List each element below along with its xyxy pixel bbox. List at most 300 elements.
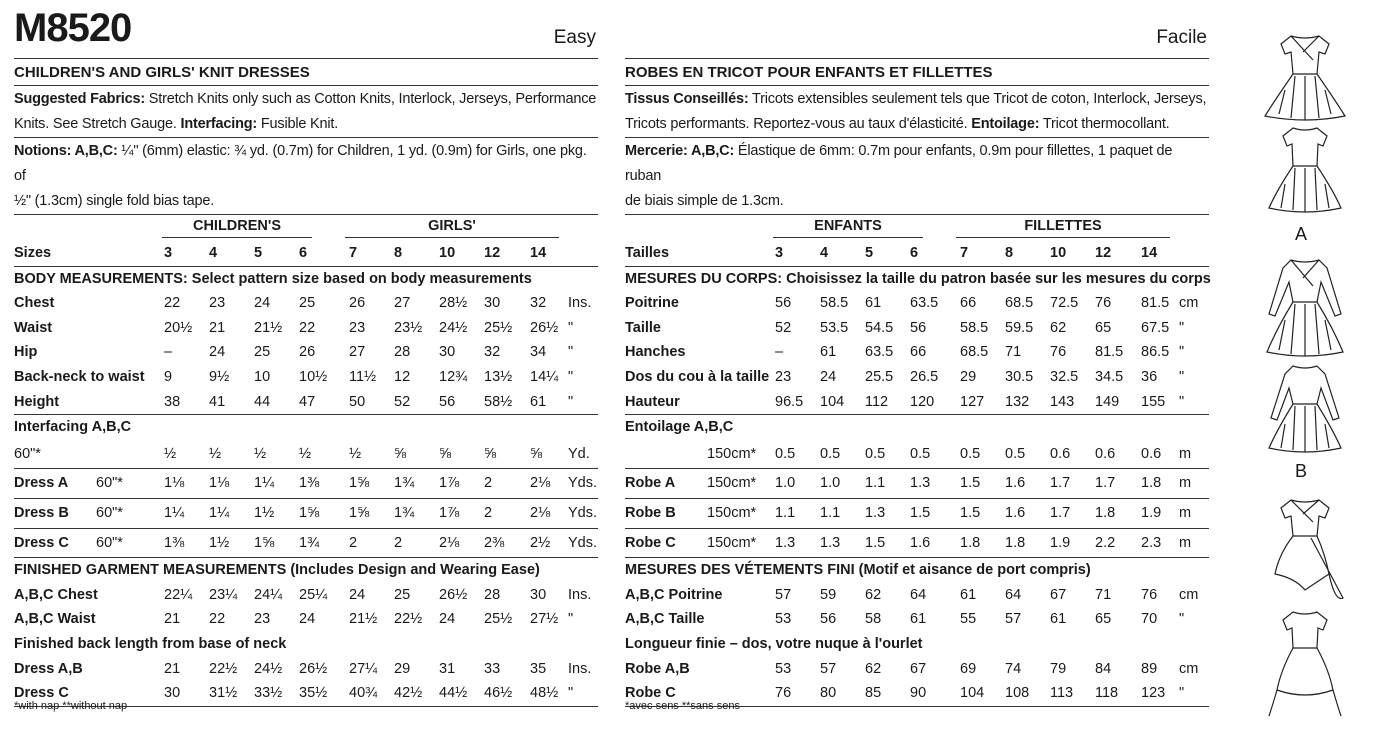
finished-row (625, 583, 1209, 608)
measurement-row (14, 365, 598, 390)
french-column (625, 0, 1209, 707)
unit-cell: Ins. (568, 660, 592, 677)
value-cell: 30 (164, 685, 181, 702)
value-cell: 0.5 (960, 445, 981, 462)
value-cell: 38 (164, 393, 181, 410)
value-cell: 1.8 (1141, 475, 1162, 492)
unit-cell: cm (1179, 586, 1199, 603)
value-cell: ½ (209, 445, 222, 462)
value-cell: 24½ (254, 660, 283, 677)
notions-text: Élastique de 6mm: 0.7m pour enfants, 0.9m pour fillettes, 1 paquet de ruban (625, 143, 1173, 184)
notions-text: ¼" (6mm) elastic: ¾ yd. (0.7m) for Children, 1 yd. (0.9m) for Girls, one pkg. of (14, 143, 587, 184)
value-cell: 24 (439, 611, 456, 628)
value-cell: 61 (820, 344, 837, 361)
value-cell: 22¼ (164, 586, 193, 603)
value-cell: 35 (530, 660, 547, 677)
value-cell: 24 (209, 344, 226, 361)
value-cell: 31½ (209, 685, 238, 702)
value-cell: 0.5 (775, 445, 796, 462)
row-label: Robe B (625, 504, 676, 521)
size-cell: 6 (299, 245, 308, 261)
row-label: Dress C (14, 534, 69, 551)
value-cell: 23¼ (209, 586, 238, 603)
value-cell: 25½ (484, 611, 513, 628)
value-cell: 25½ (484, 319, 513, 336)
value-cell: 9 (164, 368, 173, 385)
yardage-row (625, 529, 1209, 559)
value-cell: 28½ (439, 295, 468, 312)
size-cell: 6 (910, 245, 919, 261)
row-label: Hauteur (625, 393, 680, 410)
dress-c-back-drawing (1255, 606, 1355, 724)
value-cell: 26 (299, 344, 316, 361)
unit-cell: Yds. (568, 475, 598, 492)
value-cell: 33½ (254, 685, 283, 702)
header (625, 0, 1209, 59)
interfacing-text: Fusible Knit. (257, 116, 339, 132)
value-cell: 26½ (439, 586, 468, 603)
value-cell: 104 (820, 393, 845, 410)
interfacing-label: Entoilage: (971, 116, 1040, 132)
row-label: Back-neck to waist (14, 368, 145, 385)
row-label: A,B,C Waist (14, 611, 96, 628)
value-cell: 22 (164, 295, 181, 312)
value-cell: 30 (439, 344, 456, 361)
value-cell: 1⅞ (439, 504, 460, 521)
row-label: Robe A (625, 475, 676, 492)
value-cell: 90 (910, 685, 927, 702)
unit-cell: " (568, 344, 574, 361)
row-label: Dos du cou à la taille (625, 368, 770, 385)
value-cell: 28 (394, 344, 411, 361)
size-cell: 3 (775, 245, 784, 261)
row-label: Taille (625, 319, 661, 336)
notions-paragraph (625, 138, 1209, 215)
unit-cell: Ins. (568, 295, 592, 312)
value-cell: 9½ (209, 368, 230, 385)
value-cell: 55 (960, 611, 977, 628)
pattern-title: ROBES EN TRICOT POUR ENFANTS ET FILLETTES (625, 61, 1209, 86)
value-cell: 61 (865, 295, 882, 312)
value-cell: 149 (1095, 393, 1120, 410)
value-cell: 25.5 (865, 368, 894, 385)
unit-cell: " (1179, 611, 1185, 628)
size-cell: 3 (164, 245, 173, 261)
value-cell: 64 (1005, 586, 1022, 603)
value-cell: 1⅞ (439, 475, 460, 492)
dress-a-front-drawing (1255, 30, 1355, 122)
size-cell: 10 (439, 245, 456, 261)
value-cell: 72.5 (1050, 295, 1079, 312)
row-label: A,B,C Chest (14, 586, 98, 603)
value-cell: 21 (164, 611, 181, 628)
value-cell: 118 (1095, 685, 1119, 702)
value-cell: 32 (530, 295, 547, 312)
interfacing-heading: Interfacing A,B,C (14, 419, 132, 436)
value-cell: 67.5 (1141, 319, 1170, 336)
value-cell: 42½ (394, 685, 423, 702)
value-cell: 1½ (209, 534, 230, 551)
size-group-header (625, 215, 1209, 241)
measurement-row (625, 365, 1209, 390)
row-label: Hanches (625, 344, 686, 361)
value-cell: 2 (349, 534, 358, 551)
length-row (14, 657, 598, 682)
value-cell: 1.7 (1050, 504, 1071, 521)
size-group-children: ENFANTS (773, 215, 923, 238)
unit-cell: m (1179, 534, 1192, 551)
unit-cell: m (1179, 475, 1192, 492)
unit-cell: cm (1179, 295, 1199, 312)
value-cell: 62 (1050, 319, 1067, 336)
unit-cell: " (568, 319, 574, 336)
value-cell: 26½ (299, 660, 328, 677)
value-cell: 10 (254, 368, 271, 385)
value-cell: 46½ (484, 685, 513, 702)
measurement-row (625, 390, 1209, 416)
size-cell: 14 (530, 245, 547, 261)
size-chart (625, 215, 1209, 707)
value-cell: 2 (484, 475, 493, 492)
fabrics-text-2: Tricots performants. Reportez-vous au taux d'élasticité. (625, 116, 972, 132)
fabric-width: 150cm* (707, 534, 757, 551)
value-cell: 25 (394, 586, 411, 603)
unit-cell: " (1179, 319, 1185, 336)
size-cell: 10 (1050, 245, 1067, 261)
value-cell: 96.5 (775, 393, 804, 410)
value-cell: 0.5 (820, 445, 841, 462)
value-cell: 27½ (530, 611, 559, 628)
measurement-row (14, 316, 598, 341)
value-cell: 65 (1095, 319, 1112, 336)
length-row (625, 657, 1209, 682)
value-cell: 1.5 (865, 534, 886, 551)
value-cell: 65 (1095, 611, 1112, 628)
unit-cell: Yds. (568, 534, 598, 551)
unit-cell: " (1179, 368, 1185, 385)
value-cell: 48½ (530, 685, 559, 702)
dress-a-back-drawing (1255, 122, 1355, 214)
value-cell: 27 (394, 295, 411, 312)
value-cell: 127 (960, 393, 985, 410)
value-cell: 25 (299, 295, 316, 312)
value-cell: 41 (209, 393, 226, 410)
footnote: *avec sens **sans sens (625, 700, 740, 712)
row-label: A,B,C Poitrine (625, 586, 723, 603)
value-cell: 50 (349, 393, 366, 410)
value-cell: 28 (484, 586, 501, 603)
value-cell: 14¼ (530, 368, 559, 385)
value-cell: 1¾ (394, 475, 415, 492)
unit-cell: " (568, 368, 574, 385)
size-group-children: CHILDREN'S (162, 215, 312, 238)
value-cell: 30 (530, 586, 547, 603)
value-cell: ⅝ (394, 445, 407, 462)
value-cell: 44½ (439, 685, 468, 702)
row-label: Dress A (14, 475, 69, 492)
value-cell: 22 (299, 319, 316, 336)
value-cell: 21 (164, 660, 181, 677)
row-label: Dress C (14, 685, 69, 702)
yardage-row (625, 440, 1209, 470)
finished-measurements-heading: FINISHED GARMENT MEASUREMENTS (Includes Design and Wearing Ease) (14, 562, 540, 579)
unit-cell: Ins. (568, 586, 592, 603)
value-cell: 24 (299, 611, 316, 628)
value-cell: 22 (209, 611, 226, 628)
value-cell: 56 (439, 393, 456, 410)
value-cell: 23 (209, 295, 226, 312)
fabric-width: 60"* (96, 534, 123, 551)
measurement-row (14, 291, 598, 316)
value-cell: 13½ (484, 368, 513, 385)
value-cell: 1.5 (960, 475, 981, 492)
value-cell: 112 (865, 393, 889, 410)
finished-row (14, 583, 598, 608)
value-cell: 22½ (209, 660, 238, 677)
header (14, 0, 598, 59)
value-cell: 76 (775, 685, 792, 702)
value-cell: 2 (394, 534, 403, 551)
value-cell: 1.1 (820, 504, 841, 521)
sizes-row (625, 241, 1209, 267)
dress-b-back-drawing (1255, 360, 1355, 456)
value-cell: 1.8 (1005, 534, 1026, 551)
value-cell: 71 (1095, 586, 1112, 603)
value-cell: 44 (254, 393, 271, 410)
value-cell: 21 (209, 319, 226, 336)
size-chart (14, 215, 598, 707)
value-cell: 56 (820, 611, 837, 628)
value-cell: 1⅝ (349, 504, 370, 521)
value-cell: 40¾ (349, 685, 378, 702)
value-cell: 2½ (530, 534, 551, 551)
value-cell: 1.8 (1095, 504, 1116, 521)
value-cell: 2⅜ (484, 534, 505, 551)
measurement-row (14, 340, 598, 365)
dress-b-front-drawing (1255, 254, 1355, 360)
value-cell: 1.8 (960, 534, 981, 551)
value-cell: 31 (439, 660, 456, 677)
value-cell: 10½ (299, 368, 328, 385)
value-cell: 71 (1005, 344, 1022, 361)
value-cell: 2 (484, 504, 493, 521)
value-cell: 2⅛ (530, 504, 551, 521)
value-cell: 1½ (254, 504, 275, 521)
notions-text-2: de biais simple de 1.3cm. (625, 193, 784, 209)
size-cell: 4 (820, 245, 829, 261)
value-cell: 1⅝ (299, 504, 320, 521)
fabrics-text: Tricots extensibles seulement tels que Tricot de coton, Interlock, Jerseys, (748, 91, 1207, 107)
value-cell: 1.6 (1005, 475, 1026, 492)
row-label: Height (14, 393, 60, 410)
value-cell: 25¼ (299, 586, 328, 603)
value-cell: – (775, 344, 784, 361)
row-label: 60"* (14, 445, 41, 462)
value-cell: 80 (820, 685, 837, 702)
value-cell: 27 (349, 344, 366, 361)
value-cell: 61 (1050, 611, 1067, 628)
body-measurements-heading: BODY MEASUREMENTS: Select pattern size based on body measurements (14, 270, 532, 287)
value-cell: 1⅝ (349, 475, 370, 492)
value-cell: 123 (1141, 685, 1166, 702)
value-cell: 24 (254, 295, 271, 312)
value-cell: 34 (530, 344, 547, 361)
value-cell: 23 (349, 319, 366, 336)
value-cell: 58 (865, 611, 882, 628)
fabric-width: 60"* (96, 504, 123, 521)
value-cell: 1.6 (910, 534, 931, 551)
value-cell: 1.3 (820, 534, 841, 551)
value-cell: 54.5 (865, 319, 894, 336)
value-cell: ⅝ (484, 445, 497, 462)
sizes-label: Sizes (14, 245, 52, 261)
row-label: Dress B (14, 504, 69, 521)
difficulty-level: Facile (1156, 27, 1207, 48)
value-cell: 2⅛ (530, 475, 551, 492)
value-cell: 79 (1050, 660, 1067, 677)
value-cell: 84 (1095, 660, 1112, 677)
value-cell: 1¾ (299, 534, 320, 551)
value-cell: 1.0 (775, 475, 796, 492)
value-cell: 32 (484, 344, 501, 361)
yardage-row (14, 440, 598, 470)
value-cell: – (164, 344, 173, 361)
value-cell: 113 (1050, 685, 1074, 702)
value-cell: 47 (299, 393, 316, 410)
fabrics-label: Tissus Conseillés: (625, 91, 749, 107)
value-cell: 30 (484, 295, 501, 312)
value-cell: 33 (484, 660, 501, 677)
row-label: Robe C (625, 534, 676, 551)
size-cell: 12 (1095, 245, 1112, 261)
finished-measurements-heading: MESURES DES VÉTEMENTS FINI (Motif et aisance de port compris) (625, 562, 1091, 579)
value-cell: 1.7 (1050, 475, 1071, 492)
row-label: Robe C (625, 685, 676, 702)
yardage-row (625, 499, 1209, 529)
english-column (14, 0, 598, 707)
fabrics-text-2: Knits. See Stretch Gauge. (14, 116, 181, 132)
sizes-label: Tailles (625, 245, 670, 261)
yardage-row (14, 469, 598, 499)
interfacing-heading: Entoilage A,B,C (625, 419, 734, 436)
value-cell: 27¼ (349, 660, 378, 677)
unit-cell: Yd. (568, 445, 590, 462)
size-cell: 14 (1141, 245, 1158, 261)
notions-label: Mercerie: A,B,C: (625, 143, 735, 159)
yardage-row (625, 469, 1209, 499)
value-cell: 24¼ (254, 586, 283, 603)
value-cell: 0.5 (865, 445, 886, 462)
value-cell: 2.2 (1095, 534, 1116, 551)
size-group-girls: FILLETTES (956, 215, 1170, 238)
view-drawings (1255, 30, 1355, 724)
value-cell: 1.1 (865, 475, 886, 492)
value-cell: 26.5 (910, 368, 939, 385)
value-cell: 61 (910, 611, 927, 628)
dress-c-front-drawing (1255, 494, 1355, 606)
back-length-heading: Finished back length from base of neck (14, 635, 287, 652)
pattern-number: M8520 (14, 6, 132, 50)
value-cell: 69 (960, 660, 977, 677)
value-cell: 67 (1050, 586, 1067, 603)
unit-cell: Yds. (568, 504, 598, 521)
value-cell: 59.5 (1005, 319, 1034, 336)
value-cell: 132 (1005, 393, 1030, 410)
value-cell: 52 (775, 319, 792, 336)
value-cell: 1.6 (1005, 504, 1026, 521)
value-cell: 1¾ (394, 504, 415, 521)
value-cell: 1.7 (1095, 475, 1116, 492)
unit-cell: m (1179, 504, 1192, 521)
value-cell: 23 (254, 611, 271, 628)
fabric-width: 150cm* (707, 445, 757, 462)
value-cell: 120 (910, 393, 935, 410)
value-cell: 21½ (254, 319, 283, 336)
value-cell: 63.5 (865, 344, 894, 361)
fabric-width: 150cm* (707, 475, 757, 492)
value-cell: ⅝ (439, 445, 452, 462)
value-cell: 63.5 (910, 295, 939, 312)
value-cell: 1.3 (865, 504, 886, 521)
value-cell: 26 (349, 295, 366, 312)
size-cell: 4 (209, 245, 218, 261)
value-cell: 0.6 (1141, 445, 1162, 462)
size-cell: 5 (254, 245, 263, 261)
value-cell: 62 (865, 660, 882, 677)
size-cell: 5 (865, 245, 874, 261)
value-cell: 1⅛ (209, 475, 230, 492)
row-label: Robe A,B (625, 660, 690, 677)
unit-cell: " (1179, 393, 1185, 410)
fabrics-label: Suggested Fabrics: (14, 91, 145, 107)
fabric-width: 60"* (96, 475, 123, 492)
fabric-width: 150cm* (707, 504, 757, 521)
value-cell: 62 (865, 586, 882, 603)
interfacing-label: Interfacing: (180, 116, 258, 132)
value-cell: 1.9 (1050, 534, 1071, 551)
yardage-row (14, 529, 598, 559)
unit-cell: " (568, 685, 574, 702)
value-cell: 76 (1050, 344, 1067, 361)
value-cell: 58.5 (820, 295, 849, 312)
value-cell: 1.5 (960, 504, 981, 521)
value-cell: 74 (1005, 660, 1022, 677)
row-label: Poitrine (625, 295, 679, 312)
value-cell: 29 (960, 368, 977, 385)
value-cell: ½ (164, 445, 177, 462)
value-cell: 81.5 (1095, 344, 1124, 361)
value-cell: 1¼ (254, 475, 275, 492)
notions-label: Notions: A,B,C: (14, 143, 118, 159)
sizes-row (14, 241, 598, 267)
value-cell: 1.0 (820, 475, 841, 492)
value-cell: 57 (775, 586, 792, 603)
value-cell: 1⅜ (299, 475, 320, 492)
value-cell: 2.3 (1141, 534, 1162, 551)
value-cell: 56 (775, 295, 792, 312)
size-group-header (14, 215, 598, 241)
value-cell: 30.5 (1005, 368, 1034, 385)
value-cell: ⅝ (530, 445, 543, 462)
value-cell: 1¼ (209, 504, 230, 521)
value-cell: 0.5 (1005, 445, 1026, 462)
row-label: Hip (14, 344, 38, 361)
value-cell: 0.6 (1095, 445, 1116, 462)
fabrics-paragraph (625, 86, 1209, 138)
value-cell: 53 (775, 611, 792, 628)
measurement-row (625, 291, 1209, 316)
value-cell: 1.9 (1141, 504, 1162, 521)
